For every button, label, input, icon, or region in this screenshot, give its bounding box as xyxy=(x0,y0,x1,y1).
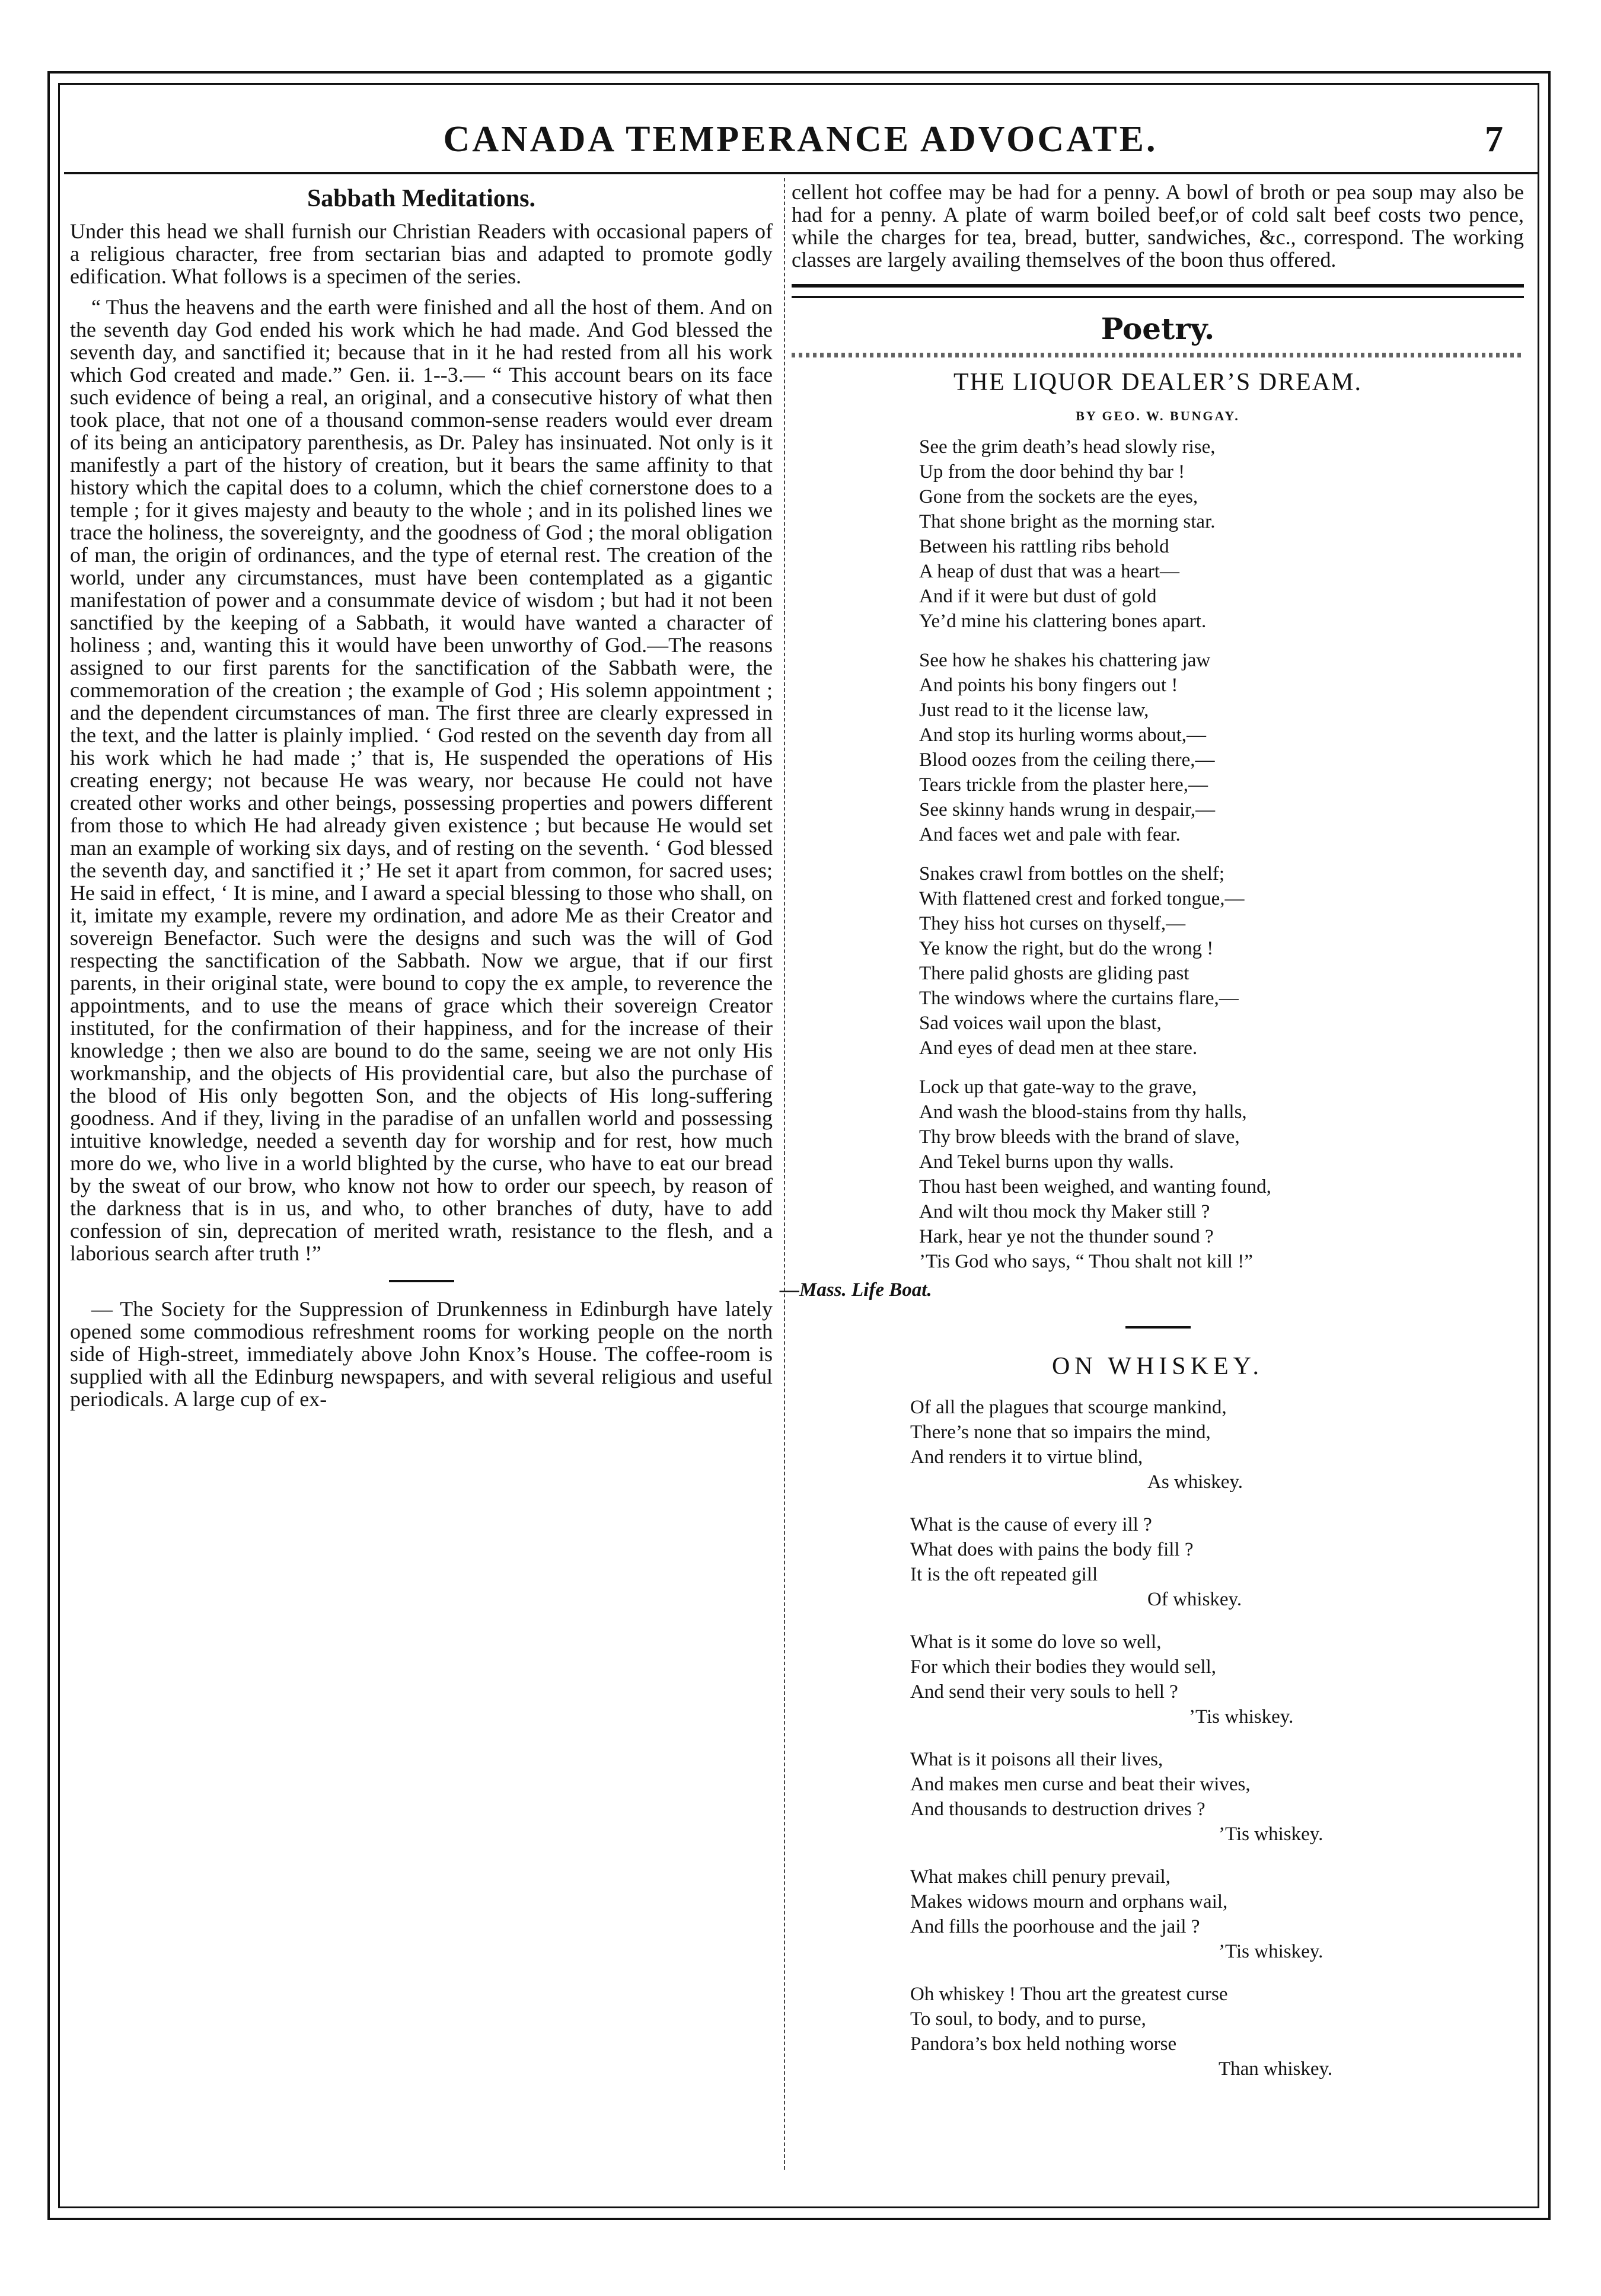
poem-stanza xyxy=(910,1982,1524,2081)
poem-refrain: Than whiskey. xyxy=(1219,2058,1333,2080)
poem-byline: BY GEO. W. BUNGAY. xyxy=(1076,408,1240,423)
right-column xyxy=(780,180,1524,2081)
poem-line: It is the oft repeated gill xyxy=(910,1564,1098,1585)
poem-line: See how he shakes his chattering jaw xyxy=(919,650,1211,671)
newspaper-title: CANADA TEMPERANCE ADVOCATE. xyxy=(443,119,1158,159)
poem-line: They hiss hot curses on thyself,— xyxy=(919,913,1186,934)
poem-line: And send their very souls to hell ? xyxy=(910,1681,1178,1703)
poem-line: Between his rattling ribs behold xyxy=(919,536,1169,557)
ornamental-rule xyxy=(792,353,1524,357)
poem-refrain: ’Tis whiskey. xyxy=(1189,1706,1294,1727)
poem-line: Snakes crawl from bottles on the shelf; xyxy=(919,863,1225,884)
poem-line: The windows where the curtains flare,— xyxy=(919,988,1239,1009)
masthead xyxy=(65,111,1536,168)
poem-stanza xyxy=(910,1747,1524,1847)
poem-line: What makes chill penury prevail, xyxy=(910,1866,1171,1888)
article-heading: Sabbath Meditations. xyxy=(307,185,536,212)
poem-line: For which their bodies they would sell, xyxy=(910,1656,1217,1678)
poem-stanza xyxy=(910,1512,1524,1612)
poetry-section-rule xyxy=(792,284,1524,298)
poem-line: And wash the blood-stains from thy halls, xyxy=(919,1101,1247,1123)
poem-line: To soul, to body, and to purse, xyxy=(910,2008,1146,2030)
poem-stanza xyxy=(919,435,1524,634)
poem-stanza xyxy=(910,1630,1524,1729)
poem-line: Pandora’s box held nothing worse xyxy=(910,2033,1177,2055)
notice-paragraph-end: cellent hot coffee may be had for a penny. A bowl of broth or pea soup may also be had for a penny. A plate of warm boiled beef,or of cold salt beef costs two pence, while the charges for tea, bread, butter, sandwiches, &c., correspond. The working classes are largely availing themselves of the boon thus offered. xyxy=(792,180,1524,272)
poem-line: And makes men curse and beat their wives, xyxy=(910,1774,1251,1795)
poem-line: With flattened crest and forked tongue,— xyxy=(919,888,1245,909)
poem-refrain: ’Tis whiskey. xyxy=(1219,1824,1323,1845)
left-column xyxy=(70,181,773,1410)
poem-stanza xyxy=(919,648,1524,847)
poem-line: There’s none that so impairs the mind, xyxy=(910,1422,1211,1443)
poem-line: See the grim death’s head slowly rise, xyxy=(919,436,1216,458)
poem-line: Tears trickle from the plaster here,— xyxy=(919,774,1208,796)
notice-paragraph-start: — The Society for the Suppression of Drunkenness in Edinburgh have lately opened some commodious refreshment rooms for working people on the north side of High-street, immediately above John Knox’s House. The coffee-room is supplied with all the Edinburg newspapers, and with several religious and useful periodicals. A large cup of ex- xyxy=(70,1297,773,1411)
poem-line: And if it were but dust of gold xyxy=(919,586,1157,607)
poem-stanza xyxy=(910,1395,1524,1495)
column-divider xyxy=(784,178,785,2170)
poem-line: A heap of dust that was a heart— xyxy=(919,561,1179,582)
poem-line: Oh whiskey ! Thou art the greatest curse xyxy=(910,1984,1228,2005)
poem-line: See skinny hands wrung in despair,— xyxy=(919,799,1216,820)
poem-line: Of all the plagues that scourge mankind, xyxy=(910,1397,1227,1418)
poem-line: Ye know the right, but do the wrong ! xyxy=(919,938,1214,959)
poem-refrain: Of whiskey. xyxy=(1147,1589,1242,1610)
article-intro: Under this head we shall furnish our Christian Readers with occasional papers of a religious character, free from sectarian bias and adapted to promote godly edification. What follows is a specimen of the series. xyxy=(70,219,773,288)
poem-line: And thousands to destruction drives ? xyxy=(910,1799,1205,1820)
poem-line: What is the cause of every ill ? xyxy=(910,1514,1152,1535)
poem-stanza xyxy=(910,1864,1524,1964)
poem-line: What does with pains the body fill ? xyxy=(910,1539,1194,1560)
poem-separator xyxy=(1125,1326,1191,1329)
poem-refrain: ’Tis whiskey. xyxy=(1219,1941,1323,1962)
poem-line: And eyes of dead men at thee stare. xyxy=(919,1037,1198,1059)
poem-line: Lock up that gate-way to the grave, xyxy=(919,1077,1197,1098)
article-body: “ Thus the heavens and the earth were finished and all the host of them. And on the seventh day God ended his work which he had made. And God blessed the seventh day, and sanctified it; because that in it he had rested from all his work which God created and made.” Gen. ii. 1--3.— “ This account bears on its face such evidence of being a real, an original, and a consecutive history of what then took place, that not one of a thousand common-sense readers would ever dream of its being an anticipatory parenthesis, as Dr. Paley has insinuated. Not only is it manifestly a part of the history of creation, but it bears the same affinity to that history which the capital does to a column, which the chief cornerstone does to a temple ; for it gives majesty and beauty to the whole ; and in its polished lines we trace the holiness, the sovereignty, and the goodness of God ; the moral obligation of man, the origin of ordinances, and the type of eternal rest. The creation of the world, under any circumstances, must have been contemplated as a gigantic manifestation of power and a consummate device of wisdom ; but had it not been sanctified by the keeping of a Sabbath, it would have wanted a character of holiness ; and, wanting this it would have been unworthy of God.—The reasons assigned to our first parents for the sanctification of the Sabbath were, the commemoration of the creation ; the example of God ; His solemn appointment ; and the dependent circumstances of man. The first three are clearly expressed in the text, and the latter is plainly implied. ‘ God rested on the seventh day from all his work which he had made ;’ that is, He suspended the operations of His creating energy; not because He was weary, nor because He could not have created other works and other beings, possessing properties and powers different from those to which He had already given existence ; but because He would set man an example of working six days, and of resting on the seventh. ‘ God blessed the seventh day, and sanctified it ;’ He set it apart from common, for sacred uses; He said in effect, ‘ It is mine, and I award a special blessing to those who shall, on it, imitate my example, revere my ordination, and adore Me as their Creator and sovereign Benefactor. Such were the designs and such was the will of God respecting the sanctification of the Sabbath. Now we argue, that if our first parents, in their original state, were bound to copy the ex ample, to reverence the appointments, and to use the means of grace which their sovereign Creator instituted, for the confirmation of their happiness, and for the increase of their knowledge ; then we also are bound to do the same, seeing we are not only His workmanship, and the objects of His providential care, but also the purchase of the blood of His only begotten Son, and the objects of His long-suffering goodness. And if they, living in the paradise of an unfallen world and possessing intuitive knowledge, needed a seventh day for worship and for rest, how much more do we, who live in a world blighted by the curse, who have to eat our bread by the sweat of our brow, who know not how to order our speech, by reason of the darkness that is in us, and who, to other branches of duty, have to add confession of sin, deprecation of merited wrath, resistance to the flesh, and a laborious search after truth !” xyxy=(70,295,773,1265)
poem-line: And faces wet and pale with fear. xyxy=(919,824,1181,845)
page-number: 7 xyxy=(1485,119,1503,159)
poem-line: And stop its hurling worms about,— xyxy=(919,724,1206,746)
poem-title: ON WHISKEY. xyxy=(1051,1353,1264,1380)
poem-line: ’Tis God who says, “ Thou shalt not kill !” xyxy=(919,1251,1253,1272)
poem-line: And renders it to virtue blind, xyxy=(910,1446,1143,1468)
poem-line: And Tekel burns upon thy walls. xyxy=(919,1151,1174,1173)
poem-line: Gone from the sockets are the eyes, xyxy=(919,486,1198,507)
poem-line: And points his bony fingers out ! xyxy=(919,675,1178,696)
masthead-rule xyxy=(64,172,1538,174)
poem-refrain: As whiskey. xyxy=(1147,1471,1243,1493)
poem-title: THE LIQUOR DEALER’S DREAM. xyxy=(953,369,1362,396)
poem-line: Makes widows mourn and orphans wail, xyxy=(910,1891,1228,1912)
poem-line: There palid ghosts are gliding past xyxy=(919,963,1189,984)
poem-line: Up from the door behind thy bar ! xyxy=(919,461,1185,483)
poem-line: Hark, hear ye not the thunder sound ? xyxy=(919,1226,1214,1247)
poem-line: Thy brow bleeds with the brand of slave, xyxy=(919,1126,1240,1148)
section-separator xyxy=(389,1280,454,1282)
poem-line: Just read to it the license law, xyxy=(919,700,1149,721)
poem-line: Thou hast been weighed, and wanting found, xyxy=(919,1176,1271,1198)
poem-line: What is it some do love so well, xyxy=(910,1631,1162,1653)
poem-line: And fills the poorhouse and the jail ? xyxy=(910,1916,1200,1937)
poem-line: Blood oozes from the ceiling there,— xyxy=(919,749,1215,771)
poem-source: —Mass. Life Boat. xyxy=(780,1279,932,1301)
poem-line: And wilt thou mock thy Maker still ? xyxy=(919,1201,1210,1222)
poetry-heading: Poetry. xyxy=(1101,311,1215,346)
poem-line: What is it poisons all their lives, xyxy=(910,1749,1163,1770)
poem-stanza xyxy=(919,1075,1524,1274)
poem-line: Ye’d mine his clattering bones apart. xyxy=(919,611,1207,632)
poem-line: That shone bright as the morning star. xyxy=(919,511,1216,532)
poem-line: Sad voices wail upon the blast, xyxy=(919,1013,1162,1034)
poem-stanza xyxy=(919,861,1524,1061)
